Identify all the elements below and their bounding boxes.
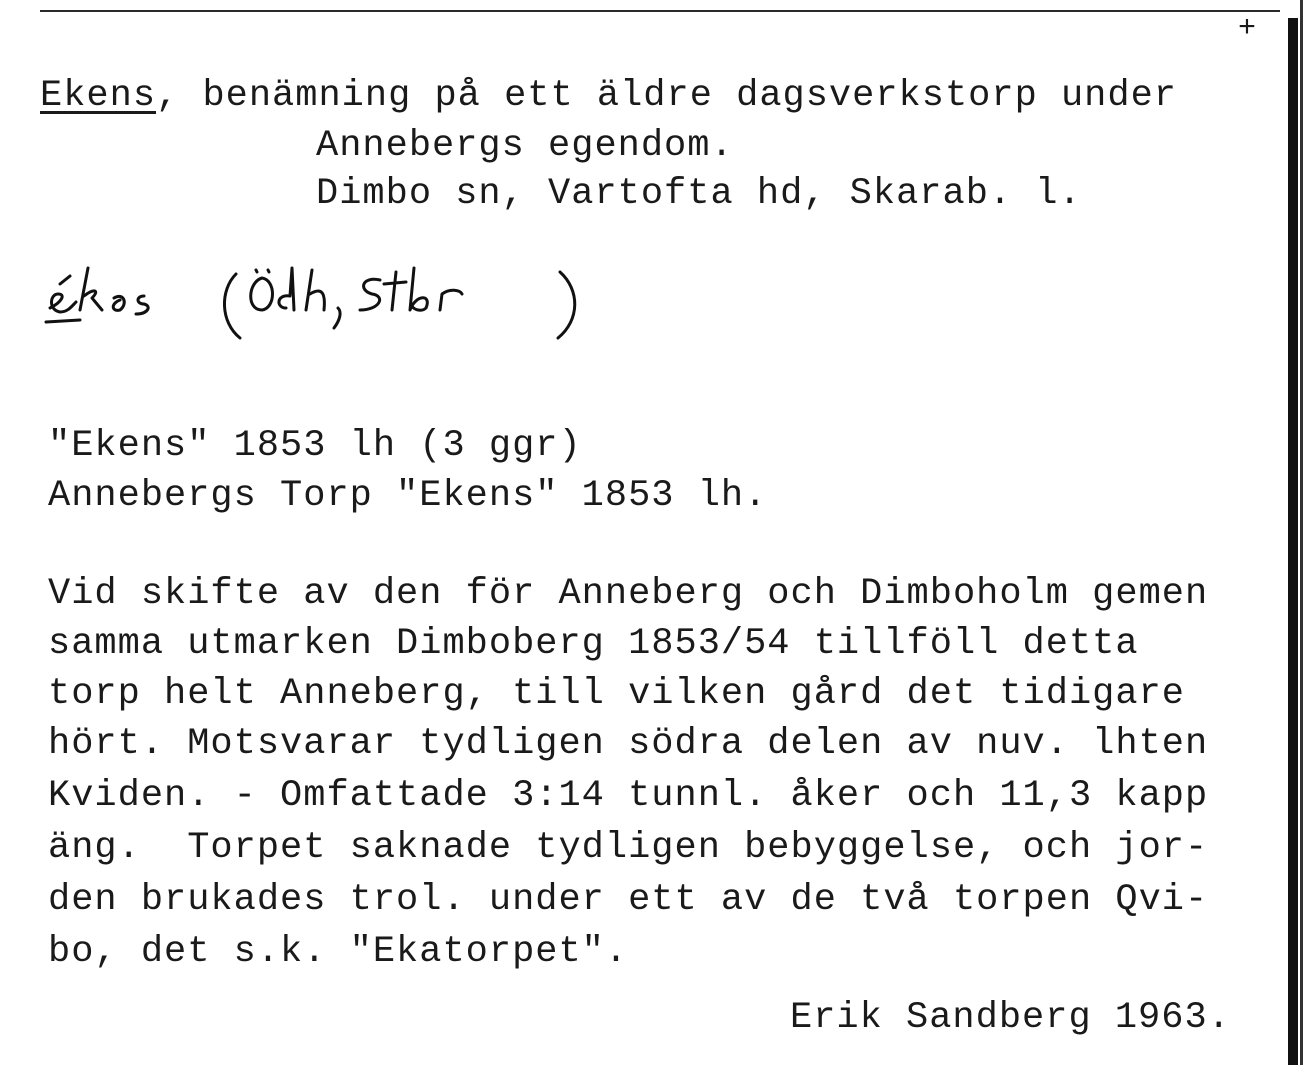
body-line-8: bo, det s.k. "Ekatorpet". (48, 931, 629, 973)
body-line-6: äng. Torpet saknade tydligen bebyggelse, och jor- (48, 827, 1209, 869)
record-line-2: Annebergs Torp "Ekens" 1853 lh. (48, 475, 768, 517)
corner-mark: + (1238, 12, 1257, 46)
header-line-1 (40, 74, 1177, 118)
card-right-edge (1288, 18, 1298, 1065)
body-line-7: den brukades trol. under ett av de två torpen Qvi- (48, 879, 1209, 921)
header-line-1-rest: , benämning på ett äldre dagsverkstorp under (156, 75, 1177, 117)
card-top-edge (40, 10, 1280, 12)
header-line-2: Annebergs egendom. (316, 125, 734, 167)
body-line-5: Kviden. - Omfattade 3:14 tunnl. åker och 11,3 kapp (48, 775, 1209, 817)
record-line-1: "Ekens" 1853 lh (3 ggr) (48, 425, 582, 467)
body-line-2: samma utmarken Dimboberg 1853/54 tillföll detta (48, 623, 1139, 665)
card-right-border (1300, 0, 1303, 1065)
header-line-3: Dimbo sn, Vartofta hd, Skarab. l. (316, 173, 1082, 215)
handwritten-pronunciation (40, 250, 600, 360)
body-line-4: hört. Motsvarar tydligen södra delen av nuv. lhten (48, 723, 1209, 765)
body-line-1: Vid skifte av den för Anneberg och Dimboholm gemen (48, 573, 1209, 615)
headword: Ekens (40, 75, 157, 117)
body-line-3: torp helt Anneberg, till vilken gård det tidigare (48, 673, 1185, 715)
signature: Erik Sandberg 1963. (790, 997, 1231, 1039)
